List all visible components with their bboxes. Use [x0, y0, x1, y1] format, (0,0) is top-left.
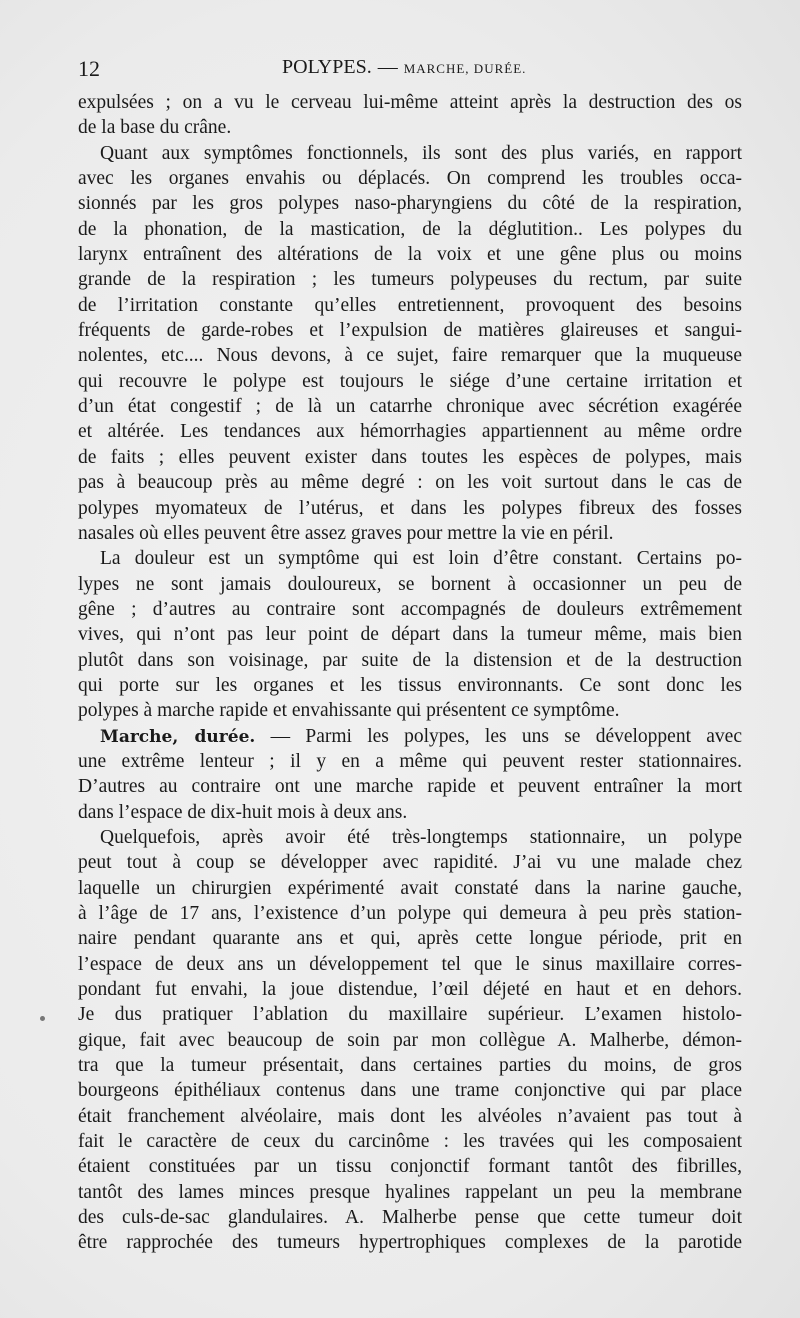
text-line	[78, 774, 742, 799]
text-line	[78, 724, 742, 749]
line-text: d’un état congestif ; de là un catarrhe chronique avec sécrétion exagérée	[78, 396, 742, 418]
text-line	[78, 470, 742, 495]
line-text: avec les organes envahis ou déplacés. On comprend les troubles occa-	[78, 168, 742, 190]
text-line	[78, 267, 742, 292]
line-text: qui recouvre le polype est toujours le siége d’une certaine irritation et	[78, 370, 742, 392]
line-text: laquelle un chirurgien expérimenté avait constaté dans la narine gauche,	[78, 877, 742, 899]
line-text: de l’irritation constante qu’elles entretiennent, provoquent des besoins	[78, 294, 742, 316]
line-text: nolentes, etc.... Nous devons, à ce sujet, faire remarquer que la muqueuse	[78, 345, 742, 367]
text-line	[78, 419, 742, 444]
line-text: expulsées ; on a vu le cerveau lui-même atteint après la destruction des os	[78, 92, 742, 113]
text-line	[78, 217, 742, 242]
line-text: des culs-de-sac glandulaires. A. Malherbe pense que cette tumeur doit	[78, 1207, 742, 1229]
text-line	[78, 850, 742, 875]
line-text: grande de la respiration ; les tumeurs polypeuses du rectum, par suite	[78, 269, 742, 291]
line-text: Je dus pratiquer l’ablation du maxillaire supérieur. L’examen histolo-	[78, 1004, 742, 1026]
text-line	[78, 546, 742, 571]
running-title	[282, 56, 526, 79]
text-line	[78, 825, 742, 850]
line-text: — Parmi les polypes, les uns se développent avec	[255, 725, 742, 747]
line-text: gique, fait avec beaucoup de soin par mon collègue A. Malherbe, démon-	[78, 1029, 742, 1051]
text-line	[78, 622, 742, 647]
text-line	[78, 648, 742, 673]
line-text: fréquents de garde-robes et l’expulsion de matières glaireuses et sangui-	[78, 320, 742, 342]
line-text: peut tout à coup se développer avec rapidité. J’ai vu une malade chez	[78, 852, 742, 874]
line-text: tantôt des lames minces presque hyalines rappelant un peu la membrane	[78, 1181, 742, 1203]
margin-speck	[40, 1016, 45, 1021]
line-text: nasales où elles peuvent être assez graves pour mettre la vie en péril.	[78, 522, 614, 544]
text-line	[78, 166, 742, 191]
text-line	[78, 749, 742, 774]
text-line	[78, 293, 742, 318]
text-line	[78, 698, 742, 723]
text-line	[78, 901, 742, 926]
text-line	[78, 977, 742, 1002]
line-text: de faits ; elles peuvent exister dans toutes les espèces de polypes, mais	[78, 446, 742, 468]
running-title-separator: —	[377, 56, 398, 78]
line-text: Quelquefois, après avoir été très-longtemps stationnaire, un polype	[100, 826, 742, 848]
line-text: Quant aux symptômes fonctionnels, ils sont des plus variés, en rapport	[100, 142, 742, 164]
line-text: pas à beaucoup près au même degré : on les voit surtout dans le cas de	[78, 472, 742, 494]
line-text: plutôt dans son voisinage, par suite de la distension et de la destruction	[78, 649, 742, 671]
line-text: polypes myomateux de l’utérus, et dans les polypes fibreux des fosses	[78, 497, 742, 519]
text-line	[78, 1205, 742, 1230]
line-text: D’autres au contraire ont une marche rapide et peuvent entraîner la mort	[78, 776, 742, 798]
text-line	[78, 445, 742, 470]
line-text: vives, qui n’ont pas leur point de départ dans la tumeur même, mais bien	[78, 624, 742, 646]
page-number: 12	[78, 56, 100, 81]
text-line	[78, 90, 742, 115]
text-line	[78, 1078, 742, 1103]
line-text: et altérée. Les tendances aux hémorrhagies appartiennent au même ordre	[78, 421, 742, 443]
text-line	[78, 242, 742, 267]
line-text: fait le caractère de ceux du carcinôme : les travées qui les composaient	[78, 1131, 742, 1153]
line-text: larynx entraînent des altérations de la voix et une gêne plus ou moins	[78, 244, 742, 266]
text-line	[78, 343, 742, 368]
text-line	[78, 1104, 742, 1129]
line-text: bourgeons épithéliaux contenus dans une trame conjonctive qui par place	[78, 1080, 742, 1102]
text-line	[78, 952, 742, 977]
line-text: gêne ; d’autres au contraire sont accompagnés de douleurs extrêmement	[78, 598, 742, 620]
line-text: être rapprochée des tumeurs hypertrophiques complexes de la parotide	[78, 1232, 742, 1254]
line-text: qui porte sur les organes et les tissus environnants. Ce sont donc les	[78, 674, 742, 696]
line-text: à l’âge de 17 ans, l’existence d’un polype qui demeura à peu près station-	[78, 903, 742, 924]
text-line	[78, 1002, 742, 1027]
text-line	[78, 521, 742, 546]
text-line	[78, 1129, 742, 1154]
text-line	[78, 1053, 742, 1078]
text-line	[78, 318, 742, 343]
text-line	[78, 394, 742, 419]
line-text: lypes ne sont jamais douloureux, se bornent à occasionner un peu de	[78, 573, 742, 595]
line-text: polypes à marche rapide et envahissante qui présentent ce symptôme.	[78, 700, 620, 722]
line-text: une extrême lenteur ; il y en a même qui peuvent rester stationnaires.	[78, 750, 742, 772]
running-header	[78, 56, 740, 84]
text-line	[78, 115, 742, 140]
section-heading: Marche, durée.	[100, 726, 256, 747]
line-text: pondant fut envahi, la joue distendue, l’œil déjeté en haut et en dehors.	[78, 979, 742, 1001]
running-title-subtitle: MARCHE, DURÉE.	[403, 61, 527, 76]
text-line	[78, 572, 742, 597]
line-text: sionnés par les gros polypes naso-pharyngiens du côté de la respiration,	[78, 193, 742, 215]
line-text: dans l’espace de dix-huit mois à deux ans.	[78, 801, 408, 823]
text-line	[78, 1230, 742, 1255]
text-line	[78, 926, 742, 951]
text-line	[78, 1028, 742, 1053]
line-text: tra que la tumeur présentait, dans certaines parties du moins, de gros	[78, 1055, 742, 1077]
text-line	[78, 496, 742, 521]
line-text: La douleur est un symptôme qui est loin d’être constant. Certains po-	[100, 548, 742, 570]
text-line	[78, 673, 742, 698]
line-text: naire pendant quarante ans et qui, après cette longue période, prit en	[78, 928, 742, 950]
text-line	[78, 191, 742, 216]
line-text: de la phonation, de la mastication, de la déglutition.. Les polypes du	[78, 218, 742, 240]
line-text: étaient constituées par un tissu conjonctif formant tantôt des fibrilles,	[78, 1156, 742, 1178]
body-text	[78, 90, 742, 1256]
text-line	[78, 369, 742, 394]
text-line	[78, 141, 742, 166]
text-line	[78, 1154, 742, 1179]
text-line	[78, 1180, 742, 1205]
line-text: était franchement alvéolaire, mais dont les alvéoles n’avaient pas tout à	[78, 1105, 742, 1127]
running-title-main: POLYPES.	[282, 56, 372, 78]
line-text: l’espace de deux ans un développement tel que le sinus maxillaire corres-	[78, 953, 742, 975]
text-line	[78, 876, 742, 901]
line-text: de la base du crâne.	[78, 117, 232, 139]
text-line	[78, 597, 742, 622]
text-line	[78, 800, 742, 825]
